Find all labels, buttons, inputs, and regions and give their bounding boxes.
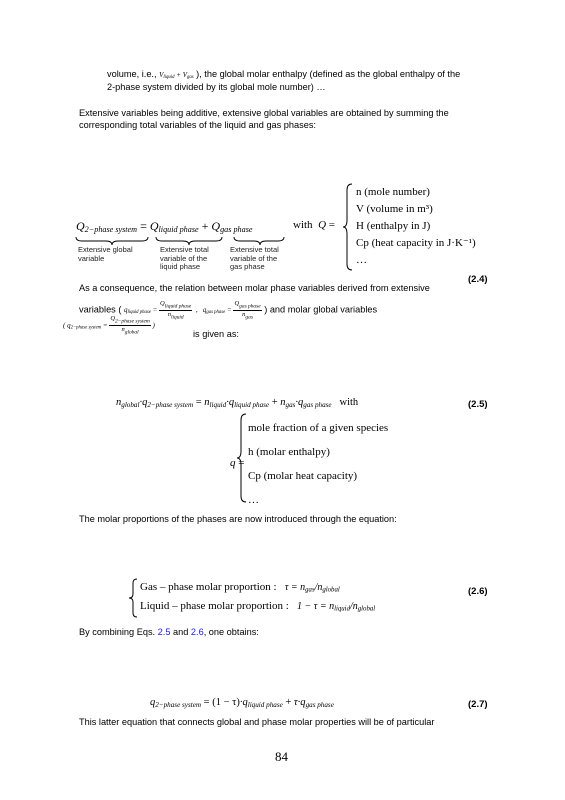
case-ellipsis: … xyxy=(356,254,367,266)
cases-2-5 xyxy=(248,416,388,512)
underbrace-liquid xyxy=(156,237,222,245)
paragraph-3-given: is given as: xyxy=(193,329,239,339)
paragraph-2-line-1: Extensive variables being additive, extensive global variables are obtained by summing the xyxy=(79,108,449,118)
page-number: 84 xyxy=(275,749,288,764)
equation-2-4-main: $Q_{2-phase system} = Q_{liquid phase} + Q_{gas phase}$ xyxy=(76,219,253,235)
left-brace-2-6 xyxy=(128,578,138,618)
paragraph-5: By combining Eqs. 2.5 and 2.6, one obtains: xyxy=(79,627,259,637)
equation-2-5-q: q = xyxy=(230,457,245,469)
paragraph-1-line-2: 2-phase system divided by its global mole number) … xyxy=(107,82,326,92)
eq-ref-2-6-link[interactable]: 2.6 xyxy=(190,627,204,637)
left-brace-2-5 xyxy=(236,412,248,504)
paragraph-6: This latter equation that connects global and phase molar properties will be of particular xyxy=(79,717,435,727)
case-molar-enthalpy: h (molar enthalpy) xyxy=(248,446,330,458)
equation-number-2-5: (2.5) xyxy=(468,399,488,410)
left-brace-2-4 xyxy=(342,182,354,272)
equation-2-4-with: with Q = xyxy=(293,219,335,231)
paragraph-2-line-2: corresponding total variables of the liquid and gas phases: xyxy=(79,120,316,130)
underbrace-gas xyxy=(234,237,284,245)
equation-2-6-row-2: Liquid – phase molar proportion : $1 - \tau = n_{liquid}/n_{global}$ xyxy=(140,600,376,613)
cases-2-4 xyxy=(356,184,476,269)
case-molar-heat-capacity: Cp (molar heat capacity) xyxy=(248,470,358,482)
case-ellipsis-2-5: … xyxy=(248,494,259,506)
equation-number-2-6: (2.6) xyxy=(468,586,488,597)
equation-2-6-row-1: Gas – phase molar proportion : $\tau = n_{gas}/n_{global}$ xyxy=(140,581,340,594)
molar-global-expression: ( $q_{2-phase system}$ = $\frac{Q_{2-phase system}}{n_{global}}$ ) xyxy=(63,315,155,336)
equation-2-5-main: $n_{global}\cdot q_{2-phase system} = n_{liquid}\cdot q_{liquid phase} + n_{gas}\cdot q_{gas phase}$ with xyxy=(116,397,359,409)
equation-number-2-7: (2.7) xyxy=(468,699,488,710)
case-mole-fraction: mole fraction of a given species xyxy=(248,422,389,434)
paragraph-3-line-1: As a consequence, the relation between molar phase variables derived from extensive xyxy=(79,283,430,293)
label-extensive-gas: Extensive total variable of the gas phase xyxy=(230,245,279,271)
paragraph-1-line-1: volume, i.e., $V_{liquid} + V_{gas}$ ), the global molar enthalpy (defined as the global enthalpy of the xyxy=(107,69,461,81)
case-enthalpy: H (enthalpy in J) xyxy=(356,220,431,232)
case-volume: V (volume in m³) xyxy=(356,203,433,215)
paragraph-3-line-2: variables ( $q_{liquid phase}$ = $\frac{Q_{liquid phase}}{n_{liquid}}$ , $q_{gas phase}$ = $\frac{Q_{gas phase}}{n_{gas}}$ ) and molar global variables xyxy=(79,300,378,321)
case-mole-number: n (mole number) xyxy=(356,186,430,198)
label-extensive-global: Extensive global variable xyxy=(78,245,133,263)
label-extensive-liquid: Extensive total variable of the liquid phase xyxy=(160,245,209,271)
equation-number-2-4: (2.4) xyxy=(468,274,488,285)
equation-2-7: $q_{2-phase system} = (1 - \tau)\cdot q_{liquid phase} + \tau\cdot q_{gas phase}$ xyxy=(150,697,334,709)
case-heat-capacity: Cp (heat capacity in J·K⁻¹) xyxy=(356,237,476,249)
paragraph-4: The molar proportions of the phases are now introduced through the equation: xyxy=(79,514,397,524)
underbrace-global xyxy=(76,237,148,245)
eq-ref-2-5-link[interactable]: 2.5 xyxy=(157,627,171,637)
